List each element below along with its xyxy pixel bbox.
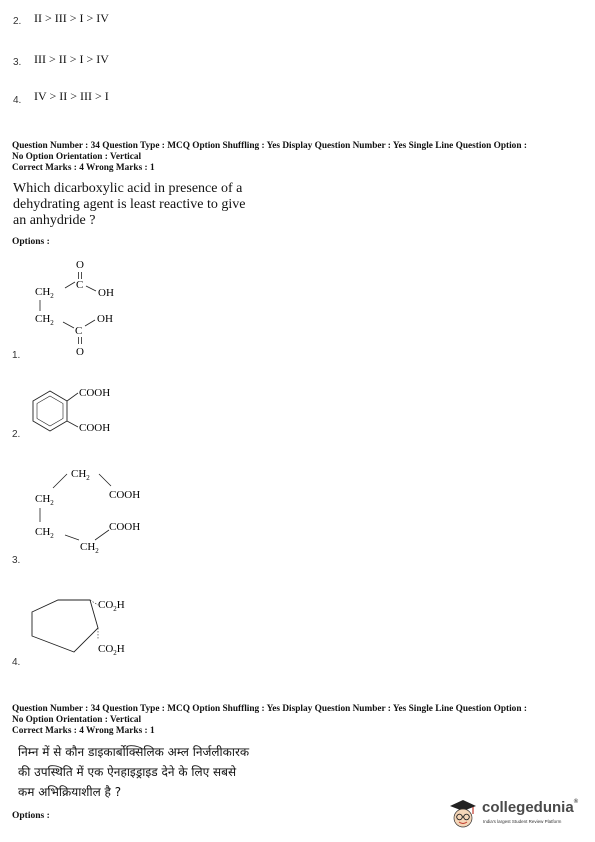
question-line: dehydrating agent is least reactive to give <box>13 197 246 212</box>
oxygen-label: O <box>76 259 84 271</box>
collegedunia-logo <box>446 797 586 833</box>
brand-tagline: India's largest Student Review Platform <box>483 819 562 824</box>
marks-line: Correct Marks : 4 Wrong Marks : 1 <box>12 726 155 736</box>
carboxyl-label: COOH <box>109 489 141 501</box>
carboxyl-label: $CO_2H$ <box>98 643 125 657</box>
carboxyl-label: COOH <box>79 422 111 434</box>
question-line: Which dicarboxylic acid in presence of a <box>13 181 243 196</box>
options-label: Options : <box>12 237 50 247</box>
question-meta-line: Question Number : 34 Question Type : MCQ Option Shuffling : Yes Display Question Number : Yes Single Line Question Option : <box>12 704 527 714</box>
ch2-label: $CH_2$ <box>80 541 99 555</box>
ch2-label: $CH_2$ <box>35 493 54 507</box>
option-number: 1. <box>12 350 21 361</box>
question-meta <box>12 704 592 737</box>
question-line: कम अभिक्रियाशील है ? <box>18 785 122 799</box>
carboxyl-label: COOH <box>109 521 141 533</box>
option-4-structure <box>28 590 148 665</box>
option-text: IV > II > III > I <box>34 89 109 103</box>
option-2-structure <box>28 377 138 437</box>
hydroxyl-label: OH <box>97 313 113 325</box>
options-label: Options : <box>12 811 50 821</box>
ch2-label: $CH_2$ <box>35 286 54 300</box>
question-line: की उपस्थिति में एक ऐनहाइड्राइड देने के लिए सबसे <box>18 765 237 779</box>
question-meta-line: No Option Orientation : Vertical <box>12 715 142 725</box>
option-number: 3. <box>12 555 21 566</box>
question-text-hindi <box>18 742 249 802</box>
option-number: 2. <box>13 16 22 27</box>
carboxyl-label: $CO_2H$ <box>98 599 125 613</box>
student-mascot-icon <box>446 797 480 831</box>
ch2-label: $CH_2$ <box>71 468 90 482</box>
carbon-label: C <box>76 279 84 291</box>
ch2-label: $CH_2$ <box>35 313 54 327</box>
option-text: II > III > I > IV <box>34 11 109 25</box>
question-line: निम्न में से कौन डाइकार्बोक्सिलिक अम्ल निर्जलीकारक <box>18 745 250 759</box>
question-meta-line: No Option Orientation : Vertical <box>12 152 142 162</box>
marks-line: Correct Marks : 4 Wrong Marks : 1 <box>12 163 155 173</box>
hydroxyl-label: OH <box>98 287 114 299</box>
option-1-structure <box>25 254 135 364</box>
option-number: 2. <box>12 429 21 440</box>
option-number: 4. <box>12 657 21 668</box>
carbon-label: C <box>75 325 83 337</box>
question-meta-line: Question Number : 34 Question Type : MCQ Option Shuffling : Yes Display Question Number : Yes Single Line Question Option : <box>12 141 527 151</box>
option-3-structure <box>25 460 165 560</box>
option-number: 4. <box>13 95 22 106</box>
option-text: III > II > I > IV <box>34 52 109 66</box>
question-text <box>13 181 245 229</box>
oxygen-label: O <box>76 346 84 358</box>
brand-name: collegedunia® <box>482 799 579 816</box>
question-line: an anhydride ? <box>13 213 96 228</box>
carboxyl-label: COOH <box>79 387 111 399</box>
ch2-label: $CH_2$ <box>35 526 54 540</box>
question-meta <box>12 141 592 174</box>
option-number: 3. <box>13 57 22 68</box>
